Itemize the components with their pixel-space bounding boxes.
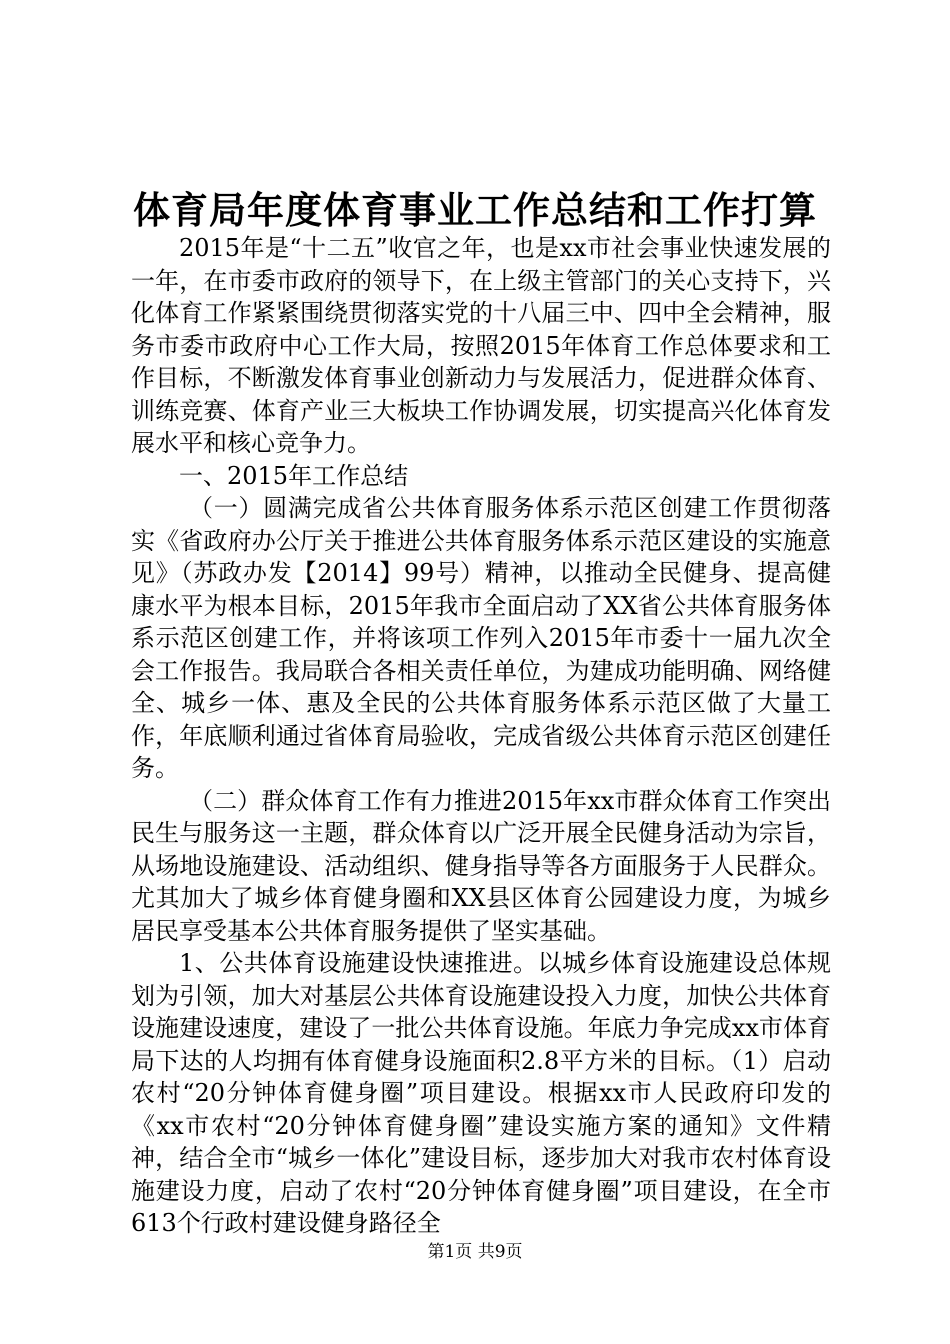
paragraph-intro: 2015年是“十二五”收官之年，也是xx市社会事业快速发展的一年，在市委市政府的领导下，在上级主管部门的关心支持下，兴化体育工作紧紧围绕贯彻落实党的十八届三中、四中全会精神，服务市委市政府中心工作大局，按照2015年体育工作总体要求和工作目标，不断激发体育事业创新动力与发展活力，促进群众体育、训练竞赛、体育产业三大板块工作协调发展，切实提高兴化体育发展水平和核心竞争力。 (131, 234, 831, 457)
section-heading-summary: 一、2015年工作总结 (179, 461, 409, 490)
paragraph-mass-sports: （二）群众体育工作有力推进2015年xx市群众体育工作突出民生与服务这一主题，群众体育以广泛开展全民健身活动为宗旨，从场地设施建设、活动组织、健身指导等各方面服务于人民群众。尤其加大了城乡体育健身圈和XX县区体育公园建设力度，为城乡居民享受基本公共体育服务提供了坚实基础。 (131, 786, 831, 945)
document-body (131, 232, 831, 1240)
paragraph-demo-zone: （一）圆满完成省公共体育服务体系示范区创建工作贯彻落实《省政府办公厅关于推进公共体育服务体系示范区建设的实施意见》（苏政办发【2014】99号）精神，以推动全民健身、提高健康水平为根本目标，2015年我市全面启动了XX省公共体育服务体系示范区创建工作，并将该项工作列入2015年市委十一届九次全会工作报告。我局联合各相关责任单位，为建成功能明确、网络健全、城乡一体、惠及全民的公共体育服务体系示范区做了大量工作，年底顺利通过省体育局验收，完成省级公共体育示范区创建任务。 (131, 494, 831, 782)
paragraph-facilities: 1、公共体育设施建设快速推进。以城乡体育设施建设总体规划为引领，加大对基层公共体育设施建设投入力度，加快公共体育设施建设速度，建设了一批公共体育设施。年底力争完成xx市体育局下达的人均拥有体育健身设施面积2.8平方米的目标。（1）启动农村“20分钟体育健身圈”项目建设。根据xx市人民政府印发的《xx市农村“20分钟体育健身圈”建设实施方案的通知》文件精神，结合全市“城乡一体化”建设目标，逐步加大对我市农村体育设施建设力度，启动了农村“20分钟体育健身圈”项目建设，在全市613个行政村建设健身路径全 (131, 949, 831, 1237)
document-title: 体育局年度体育事业工作总结和工作打算 (133, 188, 817, 232)
page-footer: 第1页 共9页 (427, 1242, 523, 1262)
